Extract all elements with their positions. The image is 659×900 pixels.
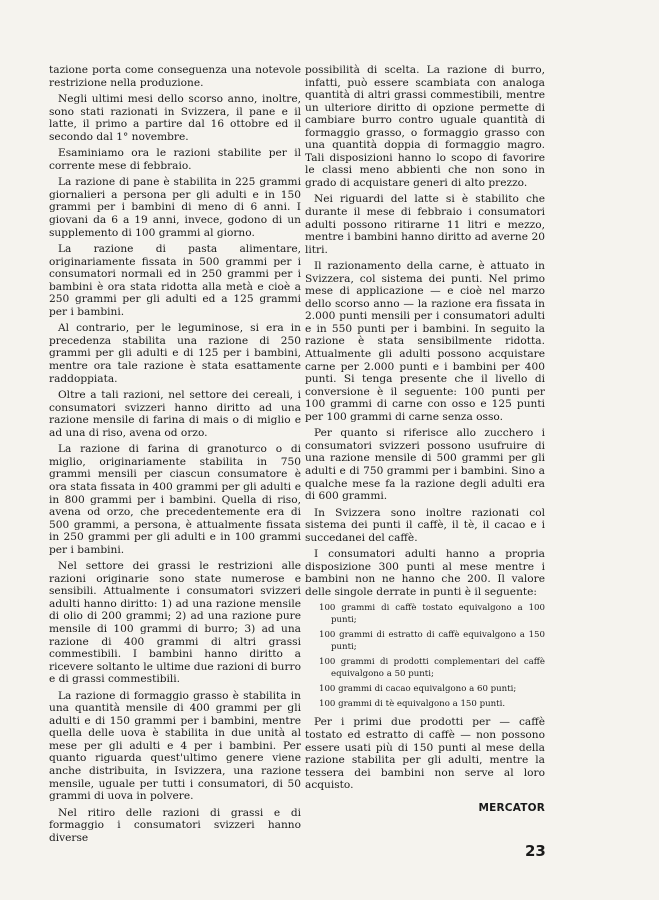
paragraph: Il razionamento della carne, è attuato in Svizzera, col sistema dei punti. Nel primo mese di applicazione — e cioè nel marzo dello scorso anno — la razione era fissata in 2.000 punti mensili per i consumatori adulti e in 550 punti per i bambini. In seguito la razione è stata sensibilmente ridotta. Attualmente gli adulti possono acquistare carne per 2.000 punti e i bambini per 400 punti. Si tenga presente che il livello di conversione è il seguente: 100 punti per 100 grammi di carne con osso e 125 punti per 100 grammi di carne senza osso.	[305, 260, 545, 423]
list-item: 100 grammi di estratto di caffè equivalgono a 150 punti;	[319, 630, 545, 653]
list-item: 100 grammi di cacao equivalgono a 60 punti;	[319, 684, 517, 695]
paragraph: Per quanto si riferisce allo zucchero i consumatori svizzeri possono usufruire di una razione mensile di 500 grammi per gli adulti e di 750 grammi per i bambini. Sino a qualche mese fa la razione degli adulti era di 600 grammi.	[305, 427, 545, 503]
author-signature: MERCATOR	[478, 801, 545, 814]
list-item: 100 grammi di prodotti complementari del caffè equivalgono a 50 punti;	[319, 657, 545, 680]
paragraph: In Svizzera sono inoltre razionati col sistema dei punti il caffè, il tè, il cacao e i succedanei del caffè.	[305, 506, 545, 544]
list-item: 100 grammi di caffè tostato equivalgono a 100 punti;	[319, 603, 545, 626]
paragraph: La razione di pane è stabilita in 225 grammi giornalieri a persona per gli adulti e in 150 grammi per i bambini di meno di 6 anni. I giovani da 6 a 19 anni, invece, godono di un supplemento di 100 grammi al giorno.	[49, 176, 301, 239]
paragraph: Per i primi due prodotti per — caffè tostato ed estratto di caffè — non possono essere usati più di 150 punti al mese della razione stabilita per gli adulti, mentre la tessera dei bambini non serve al loro acquisto.	[305, 716, 545, 792]
paragraph: Nei riguardi del latte si è stabilito che durante il mese di febbraio i consumatori adulti possono ritirarne 11 litri e mezzo, mentre i bambini hanno diritto ad averne 20 litri.	[305, 193, 545, 256]
paragraph: La razione di farina di granoturco o di miglio, originariamente stabilita in 750 grammi mensili per ciascun consumatore è ora stata fissata in 400 grammi per gli adulti e in 800 grammi per i bambini. Quella di riso, avena od orzo, che precedentemente era di 500 grammi, a persona, è attualmente fissata in 250 grammi per gli adulti e in 100 grammi per i bambini.	[49, 443, 301, 556]
paragraph: Nel settore dei grassi le restrizioni alle razioni originarie sono state numerose e sensibili. Attualmente i consumatori svizzeri adulti hanno diritto: 1) ad una razione mensile di olio di 200 grammi; 2) ad una razione pure mensile di 100 grammi di burro; 3) ad una razione di 400 grammi di altri grassi commestibili. I bambini hanno diritto a ricevere soltanto le ultime due razioni di burro e di grassi commestibili.	[49, 560, 301, 686]
paragraph: tazione porta come conseguenza una notevole restrizione nella produzione.	[49, 64, 301, 89]
list-item: 100 grammi di tè equivalgono a 150 punti.	[319, 699, 506, 710]
right-column	[305, 64, 545, 814]
page-number: 23	[525, 842, 546, 860]
paragraph: I consumatori adulti hanno a propria disposizione 300 punti al mese mentre i bambini non ne hanno che 200. Il valore delle singole derrate in punti è il seguente:	[305, 548, 545, 598]
paragraph: Al contrario, per le leguminose, si era in precedenza stabilita una razione di 250 grammi per gli adulti e di 125 per i bambini, mentre ora tale razione è stata esattamente raddoppiata.	[49, 322, 301, 385]
paragraph: La razione di pasta alimentare, originariamente fissata in 500 grammi per i consumatori normali ed in 250 grammi per i bambini è ora stata ridotta alla metà e cioè a 250 grammi per gli adulti ed a 125 grammi per i bambini.	[49, 243, 301, 318]
paragraph: possibilità di scelta. La razione di burro, infatti, può essere scambiata con analoga quantità di altri grassi commestibili, mentre un ulteriore diritto di opzione permette di cambiare burro contro uguale quantità di formaggio grasso, o formaggio grasso con una quantità doppia di formaggio magro. Tali disposizioni hanno lo scopo di favorire le classi meno abbienti che non sono in grado di acquistare generi di alto prezzo.	[305, 64, 545, 189]
paragraph: Oltre a tali razioni, nel settore dei cereali, i consumatori svizzeri hanno diritto ad una razione mensile di farina di mais o di miglio e ad una di riso, avena od orzo.	[49, 389, 301, 439]
paragraph: Esaminiamo ora le razioni stabilite per il corrente mese di febbraio.	[49, 147, 301, 172]
paragraph: La razione di formaggio grasso è stabilita in una quantità mensile di 400 grammi per gli adulti e di 150 grammi per i bambini, mentre quella delle uova è stabilita in due unità al mese per gli adulti e 4 per i bambini. Per quanto riguarda quest'ultimo genere viene anche distribuita, in Isvizzera, una razione mensile, uguale per tutti i consumatori, di 50 grammi di uova in polvere.	[49, 689, 301, 803]
left-column	[49, 64, 301, 848]
paragraph: Negli ultimi mesi dello scorso anno, inoltre, sono stati razionati in Svizzera, il pane e il latte, il primo a partire dal 16 ottobre ed il secondo dal 1° novembre.	[49, 93, 301, 143]
paragraph: Nel ritiro delle razioni di grassi e di formaggio i consumatori svizzeri hanno diverse	[49, 806, 301, 844]
points-list	[319, 602, 545, 710]
